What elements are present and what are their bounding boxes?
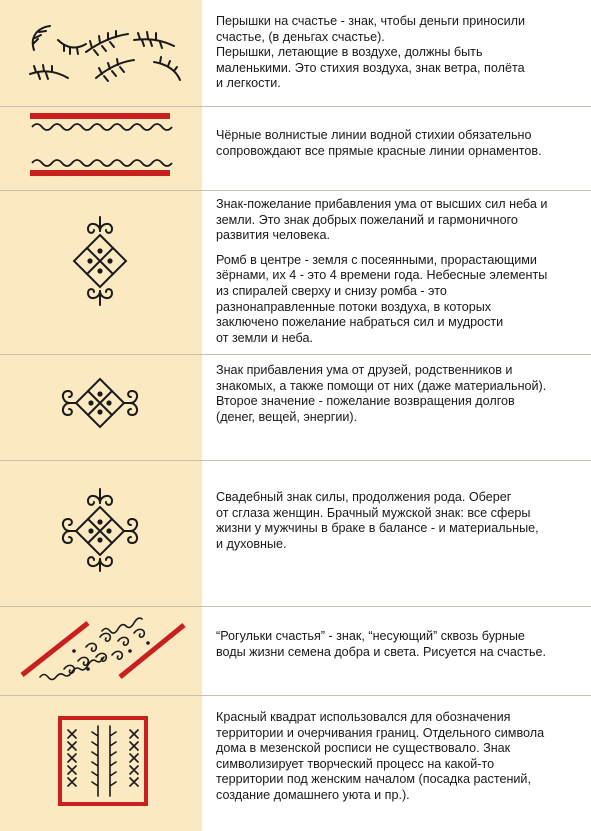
row-description [216,710,586,804]
paragraph: Ромб в центре - земля с посеянными, прорастающими зёрнами, их 4 - это 4 времени года. Небесные элементы из спиралей сверху и снизу ромба - это разнонаправленные потоки воздуха, в которых заключено пожелание набраться сил и мудрости от земли и неба. [216,252,548,345]
red-square-icon [0,696,202,831]
paragraph: Знак прибавления ума от друзей, родственников и знакомых, а также помощи от них (даже материальной). Второе значение - пожелание возвращения долгов (денег, вещей, энергии). [216,363,547,424]
row-description [216,128,586,159]
paragraph: Перышки на счастье - знак, чтобы деньги приносили счастье, (в деньгах счастье). [216,14,525,44]
paragraph: Чёрные волнистые линии водной стихии обязательно сопровождают все прямые красные линии орнаментов. [216,128,542,158]
paragraph: Свадебный знак силы, продолжения рода. Оберег от сглаза женщин. Брачный мужской знак: все сферы жизни у мужчины в браке в балансе - и материальные, и духовные. [216,490,539,551]
row-rogulki [0,607,591,695]
row-red-square [0,696,591,831]
row-description [216,629,586,660]
wavy-lines-icon [0,107,202,190]
row-rhombus-vertical [0,191,591,354]
row-feathers [0,0,591,106]
row-rhombus-horizontal [0,355,591,460]
rhombus-spirals-cross-icon [0,461,202,606]
feathers-icon [0,0,202,106]
rhombus-spirals-vertical-icon [0,191,202,354]
row-description [216,197,586,346]
row-rhombus-cross [0,461,591,606]
rhombus-spirals-horizontal-icon [0,355,202,460]
row-wavy-lines [0,107,591,190]
paragraph: “Рогульки счастья” - знак, “несующий” сквозь бурные воды жизни семена добра и света. Рисуется на счастье. [216,629,547,659]
row-description [216,14,586,92]
row-description [216,490,586,552]
row-description [216,363,586,425]
rogulki-icon [0,607,202,695]
paragraph: Красный квадрат использовался для обозначения территории и очерчивания границ. Отдельного символа дома в мезенской росписи не существовало. Знак символизирует творческий процесс на какой-то территории под женским началом (посадка растений, создание домашнего уюта и пр.). [216,710,545,802]
paragraph: Перышки, летающие в воздухе, должны быть маленькими. Это стихия воздуха, знак ветра, полёта и легкости. [216,45,525,91]
paragraph: Знак-пожелание прибавления ума от высших сил неба и земли. Это знак добрых пожеланий и гармоничного развития человека. [216,197,548,243]
